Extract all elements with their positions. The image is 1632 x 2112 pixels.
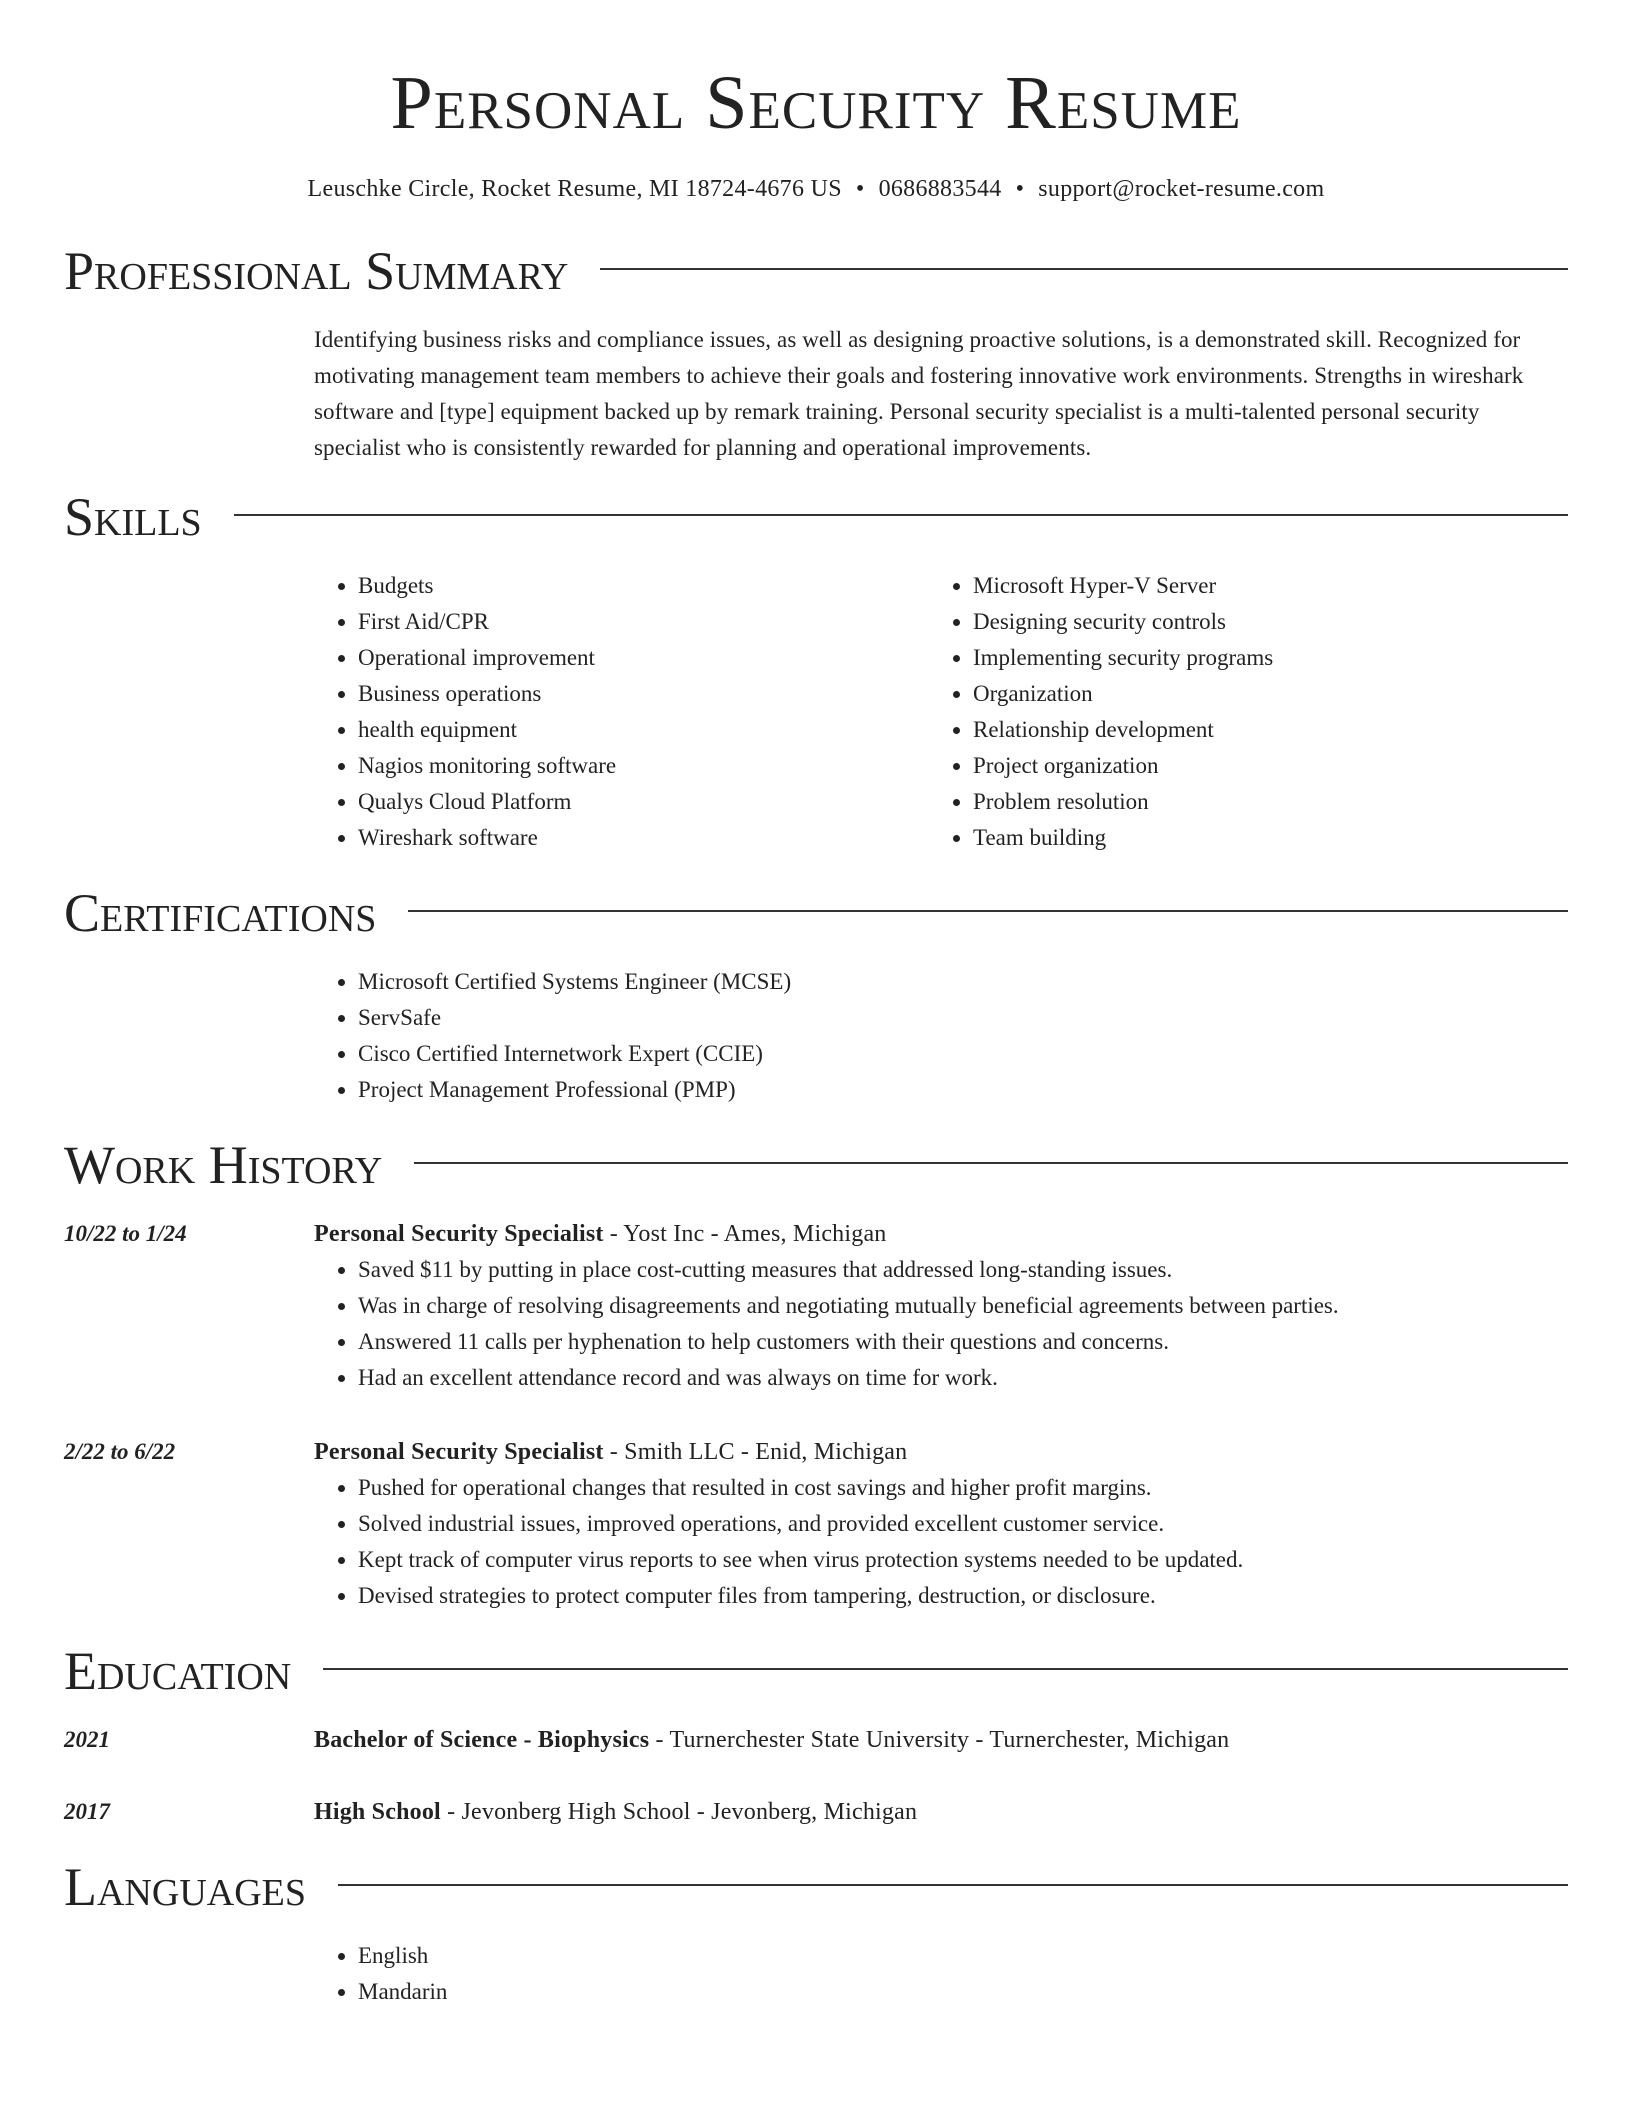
section-divider: [338, 1884, 1568, 1886]
language-item: • Mandarin: [358, 1974, 1568, 2010]
education-entry: [64, 1794, 1568, 1830]
skill-item: • Business operations: [358, 676, 929, 712]
job-duty: • Saved $11 by putting in place cost-cutting measures that addressed long-standing issues.: [358, 1252, 1568, 1288]
certifications-heading: Certifications: [64, 883, 377, 943]
work-entry-main: [314, 1434, 1568, 1614]
education-title-line: [314, 1722, 1568, 1758]
section-divider: [408, 910, 1568, 912]
contact-address: Leuschke Circle, Rocket Resume, MI 18724-4676 US: [307, 176, 842, 202]
contact-email[interactable]: support@rocket-resume.com: [1038, 176, 1325, 202]
education-year: 2017: [64, 1799, 110, 1824]
school-location: - Jevonberg High School - Jevonberg, Michigan: [440, 1799, 918, 1825]
work-heading: Work History: [64, 1135, 383, 1195]
education-year: 2021: [64, 1727, 110, 1752]
languages-heading: Languages: [64, 1857, 306, 1917]
job-duty: • Had an excellent attendance record and was always on time for work.: [358, 1360, 1568, 1396]
work-entry: [64, 1434, 1568, 1614]
education-entry: [64, 1722, 1568, 1758]
education-title-line: [314, 1794, 1568, 1830]
skill-item: • Organization: [973, 676, 1544, 712]
contact-phone: 0686883544: [878, 176, 1002, 202]
certifications-list: [314, 964, 1568, 1108]
section-divider: [414, 1162, 1568, 1164]
job-title: Personal Security Specialist: [314, 1439, 604, 1465]
skill-item: • Problem resolution: [973, 784, 1544, 820]
skill-item: • Budgets: [358, 568, 929, 604]
summary-section-header: [64, 240, 1568, 302]
skills-section-header: [64, 486, 1568, 548]
job-employer-location: - Yost Inc - Ames, Michigan: [603, 1221, 887, 1247]
skill-item: • health equipment: [358, 712, 929, 748]
work-section-header: [64, 1134, 1568, 1196]
degree: Bachelor of Science - Biophysics: [314, 1727, 650, 1753]
skill-item: • Implementing security programs: [973, 640, 1544, 676]
certification-item: • ServSafe: [358, 1000, 1568, 1036]
skill-item: • Project organization: [973, 748, 1544, 784]
job-duty: • Answered 11 calls per hyphenation to help customers with their questions and concerns.: [358, 1324, 1568, 1360]
education-section-header: [64, 1640, 1568, 1702]
job-duty: • Devised strategies to protect computer files from tampering, destruction, or disclosure.: [358, 1578, 1568, 1614]
certifications-section-header: [64, 882, 1568, 944]
skills-column-right: [929, 568, 1544, 856]
skill-item: • Qualys Cloud Platform: [358, 784, 929, 820]
job-title: Personal Security Specialist: [314, 1221, 604, 1247]
skill-item: • Operational improvement: [358, 640, 929, 676]
job-duties: [64, 1470, 1568, 1614]
degree: High School: [314, 1799, 441, 1825]
languages-section-header: [64, 1856, 1568, 1918]
job-duties: [64, 1252, 1568, 1396]
skills-heading: Skills: [64, 487, 202, 547]
summary-text: Identifying business risks and compliance issues, as well as designing proactive solutions, is a demonstrated skill. Recognized for motivating management team members to achieve their goals and fostering innovative work environments. Strengths in wireshark software and [type] equipment backed up by remark training. Personal security specialist is a multi-talented personal security specialist who is consistently rewarded for planning and operational improvements.: [314, 327, 1524, 460]
section-divider: [234, 514, 1568, 516]
contact-separator: •: [855, 176, 865, 202]
job-employer-location: - Smith LLC - Enid, Michigan: [603, 1439, 908, 1465]
skill-item: • First Aid/CPR: [358, 604, 929, 640]
certification-item: • Project Management Professional (PMP): [358, 1072, 1568, 1108]
section-divider: [600, 268, 1568, 270]
contact-separator: •: [1015, 176, 1025, 202]
language-item: • English: [358, 1938, 1568, 1974]
skill-item: • Wireshark software: [358, 820, 929, 856]
skill-item: • Microsoft Hyper-V Server: [973, 568, 1544, 604]
work-entry: [64, 1216, 1568, 1396]
school-location: - Turnerchester State University - Turnerchester, Michigan: [649, 1727, 1230, 1753]
job-duty: • Was in charge of resolving disagreements and negotiating mutually beneficial agreements between parties.: [358, 1288, 1568, 1324]
contact-line: [64, 174, 1568, 204]
job-duty: • Kept track of computer virus reports to see when virus protection systems needed to be updated.: [358, 1542, 1568, 1578]
certification-item: • Microsoft Certified Systems Engineer (MCSE): [358, 964, 1568, 1000]
skill-item: • Team building: [973, 820, 1544, 856]
section-divider: [323, 1668, 1568, 1670]
languages-list: [314, 1938, 1568, 2010]
skill-item: • Relationship development: [973, 712, 1544, 748]
skill-item: • Designing security controls: [973, 604, 1544, 640]
work-title-line: [314, 1434, 1568, 1470]
skills-column-left: [314, 568, 929, 856]
certification-item: • Cisco Certified Internetwork Expert (CCIE): [358, 1036, 1568, 1072]
work-dates: 10/22 to 1/24: [64, 1221, 187, 1246]
work-title-line: [314, 1216, 1568, 1252]
summary-heading: Professional Summary: [64, 241, 569, 301]
job-duty: • Solved industrial issues, improved operations, and provided excellent customer service.: [358, 1506, 1568, 1542]
work-entry-main: [314, 1216, 1568, 1396]
work-dates: 2/22 to 6/22: [64, 1439, 176, 1464]
job-duty: • Pushed for operational changes that resulted in cost savings and higher profit margins.: [358, 1470, 1568, 1506]
skill-item: • Nagios monitoring software: [358, 748, 929, 784]
resume-name: Personal Security Resume: [390, 61, 1242, 145]
education-heading: Education: [64, 1641, 292, 1701]
skills-list: [314, 568, 1568, 856]
